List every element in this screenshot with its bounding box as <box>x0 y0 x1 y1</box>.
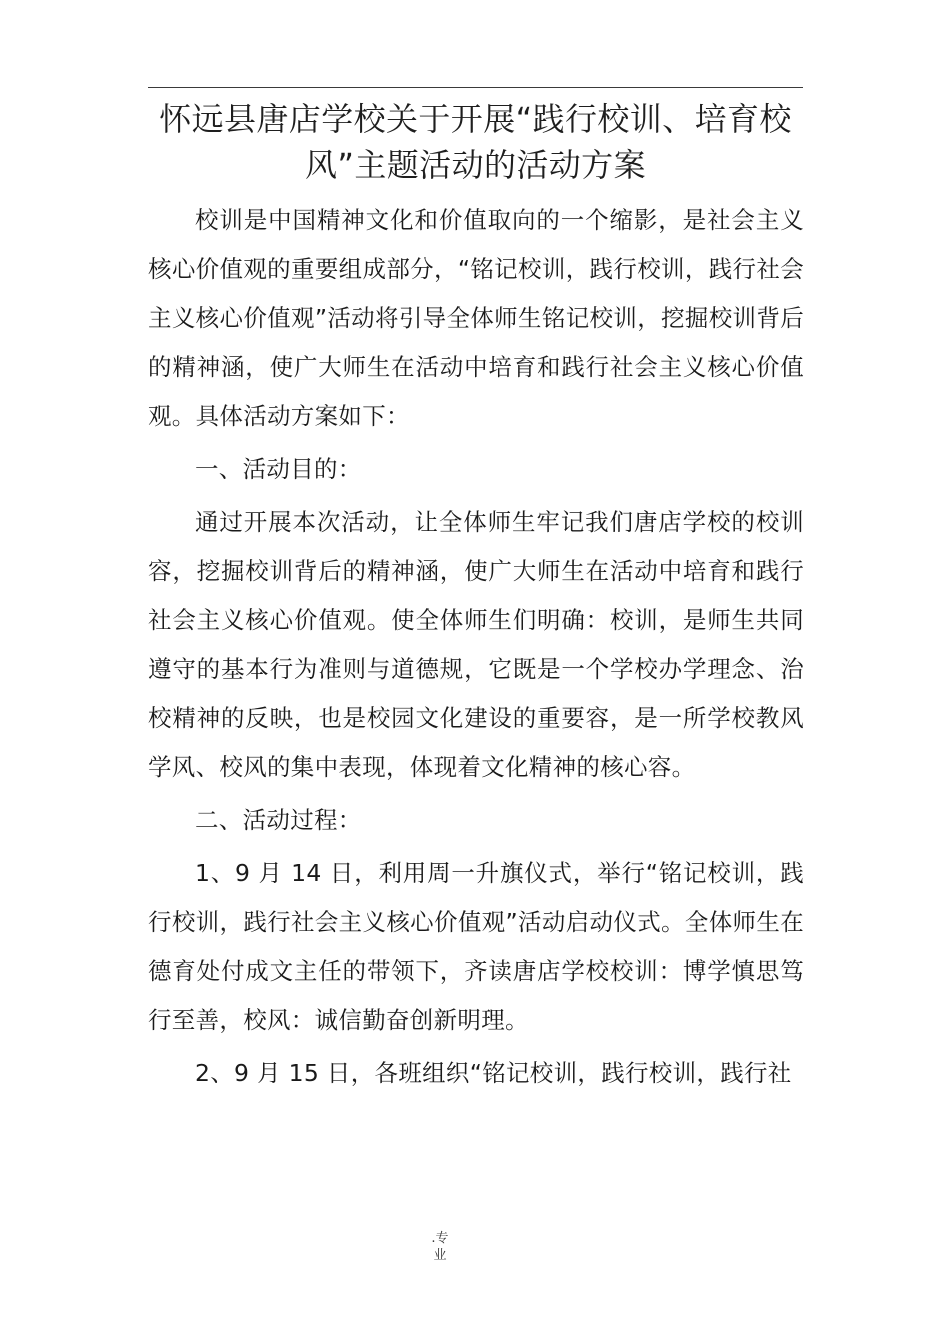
intro-paragraph: 校训是中国精神文化和价值取向的一个缩影，是社会主义核心价值观的重要组成部分，“铭记校训，践行校训，践行社会主义核心价值观”活动将引导全体师生铭记校训，挖掘校训背后的精神涵，使广大师生在活动中培育和践行社会主义核心价值观。具体活动方案如下： <box>148 206 804 430</box>
footer-line-2: 业 <box>433 1248 447 1263</box>
footer-line-1: .专 <box>431 1231 449 1246</box>
process-step-1: 1、9 月 14 日，利用周一升旗仪式，举行“铭记校训，践行校训，践行社会主义核心价值观”活动启动仪式。全体师生在德育处付成文主任的带领下，齐读唐店学校校训：博学慎思笃行至善，校风：诚信勤奋创新明理。 <box>148 859 804 1034</box>
section-heading-purpose: 一、活动目的： <box>195 455 362 483</box>
page-footer <box>425 1230 455 1264</box>
header-rule <box>148 87 803 88</box>
document-title: 怀远县唐店学校关于开展“践行校训、培育校风”主题活动的活动方案 <box>159 100 792 184</box>
document-body <box>148 196 804 1098</box>
purpose-paragraph: 通过开展本次活动，让全体师生牢记我们唐店学校的校训容，挖掘校训背后的精神涵，使广大师生在活动中培育和践行社会主义核心价值观。使全体师生们明确：校训，是师生共同遵守的基本行为准则与道德规，它既是一个学校办学理念、治校精神的反映，也是校园文化建设的重要容，是一所学校教风学风、校风的集中表现，体现着文化精神的核心容。 <box>148 508 804 781</box>
section-heading-process: 二、活动过程： <box>195 806 362 834</box>
process-step-2: 2、9 月 15 日，各班组织“铭记校训，践行校训，践行社 <box>195 1059 792 1087</box>
